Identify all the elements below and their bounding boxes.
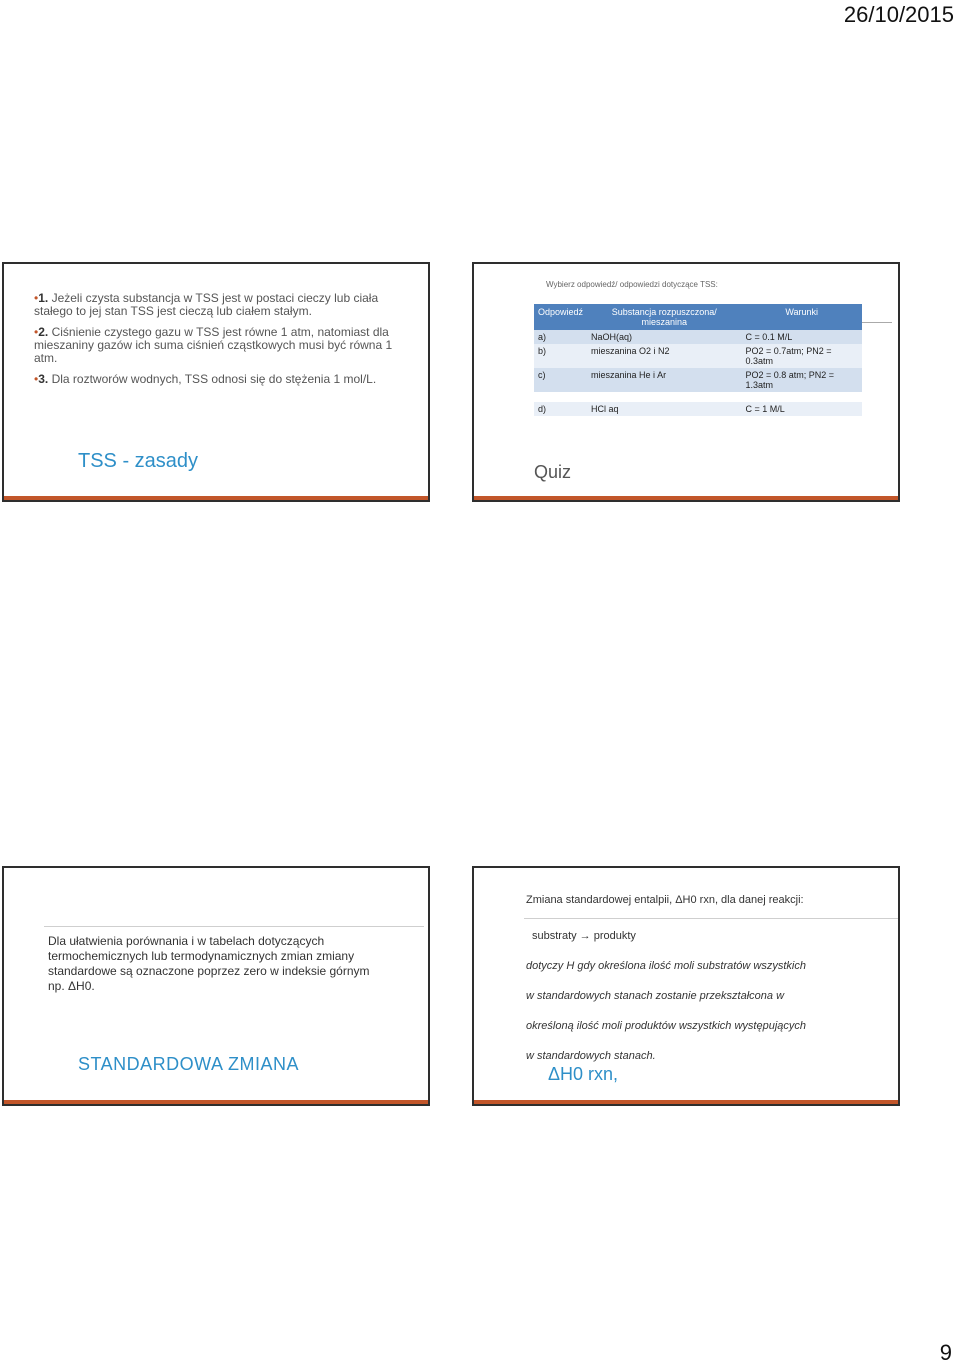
rules-list xyxy=(34,292,414,394)
col-header: Odpowiedź xyxy=(534,304,587,330)
slide-title: Quiz xyxy=(534,462,572,482)
text-line: dotyczy H gdy określona ilość moli substratów wszystkich xyxy=(526,960,806,972)
slide-title: TSS - zasady xyxy=(78,450,199,472)
slide-title: STANDARDOWA ZMIANA xyxy=(78,1054,300,1074)
slide-tss-rules xyxy=(2,262,430,502)
text-line: w standardowych stanach zostanie przekształcona w xyxy=(526,990,785,1002)
divider xyxy=(44,926,424,927)
slide-enthalpy xyxy=(472,866,900,1106)
divider xyxy=(524,918,900,919)
col-header: Warunki xyxy=(741,304,862,330)
slide-title: ΔH0 rxn, xyxy=(548,1064,619,1084)
page-number: 9 xyxy=(939,1340,952,1365)
table-row: c) mieszanina He i Ar PO2 = 0.8 atm; PN2 = 1.3atm xyxy=(534,368,862,392)
col-header: Substancja rozpuszczona/ mieszanina xyxy=(587,304,741,330)
slide-text: Dla ułatwienia porównania i w tabelach dotyczących termochemicznych lub termodynamicznych zmian zmiany standardowe są oznaczone poprzez zero w indeksie górnym np. ΔH0. xyxy=(48,934,370,993)
slide-standard-change xyxy=(2,866,430,1106)
rule-item: •3. Dla roztworów wodnych, TSS odnosi się do stężenia 1 mol/L. xyxy=(34,372,377,386)
rule-item: •1. Jeżeli czysta substancja w TSS jest w postaci cieczy lub ciała stałego to jej stan TSS jest cieczą lub ciałem stałym. xyxy=(34,291,379,318)
quiz-table xyxy=(534,304,862,416)
text-line: określoną ilość moli produktów wszystkich występujących xyxy=(526,1020,806,1032)
rule-item: •2. Ciśnienie czystego gazu w TSS jest równe 1 atm, natomiast dla mieszaniny gazów ich suma ciśnień cząstkowych musi być równa 1 atm. xyxy=(34,325,393,365)
slide-quiz xyxy=(472,262,900,502)
quiz-intro: Wybierz odpowiedź/ odpowiedzi dotyczące TSS: xyxy=(546,280,718,289)
table-row: a) NaOH(aq) C = 0.1 M/L xyxy=(534,330,862,344)
text-line: w standardowych stanach. xyxy=(526,1050,656,1062)
header-divider xyxy=(862,322,892,323)
table-row: b) mieszanina O2 i N2 PO2 = 0.7atm; PN2 = 0.3atm xyxy=(534,344,862,368)
reaction-line: substraty → produkty xyxy=(532,930,636,942)
table-row: d) HCl aq C = 1 M/L xyxy=(534,402,862,416)
slide-heading: Zmiana standardowej entalpii, ΔH0 rxn, dla danej reakcji: xyxy=(526,894,804,906)
page-date: 26/10/2015 xyxy=(843,2,954,27)
